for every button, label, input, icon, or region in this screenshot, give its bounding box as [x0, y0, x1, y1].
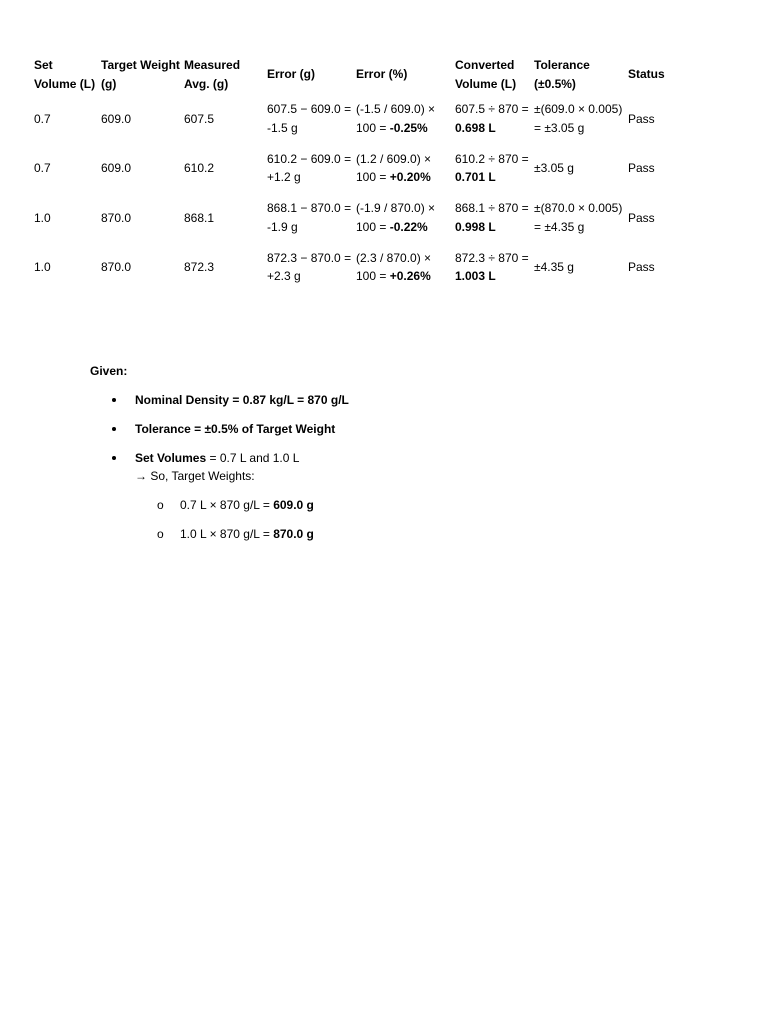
converted-value: 0.701 L	[455, 170, 496, 185]
cell-target-weight: 609.0	[101, 161, 132, 175]
cell-tolerance: ±(609.0 × 0.005) = ±3.05 g	[534, 102, 623, 135]
cell-set-volume: 1.0	[34, 260, 51, 274]
cell-target-weight: 870.0	[101, 210, 132, 225]
cell-measured-avg: 872.3	[184, 260, 215, 274]
converted-value: 1.003 L	[455, 269, 496, 284]
error-pct-value: +0.20%	[389, 170, 431, 185]
cell-measured-avg: 868.1	[184, 210, 215, 225]
cell-target-weight: 870.0	[101, 260, 132, 274]
cell-target-weight: 609.0	[101, 111, 132, 126]
cell-status: Pass	[628, 161, 655, 175]
error-pct-formula: (2.3 / 870.0) × 100 =	[356, 250, 432, 284]
cell-set-volume: 0.7	[34, 111, 51, 126]
cell-error-pct	[354, 243, 453, 293]
cell-error-g: 872.3 − 870.0 = +2.3 g	[267, 250, 352, 284]
set-volumes-label: Set Volumes	[135, 451, 207, 465]
tolerance-label: Tolerance = ±0.5% of Target Weight	[135, 422, 336, 436]
converted-formula: 607.5 ÷ 870 =	[455, 102, 529, 117]
header-error-pct: Error (%)	[356, 67, 408, 82]
header-measured-avg: Measured Avg. (g)	[184, 58, 241, 91]
list-item	[135, 525, 590, 543]
error-pct-formula: (-1.9 / 870.0) × 100 =	[356, 201, 436, 234]
target-weight-expr: 1.0 L × 870 g/L =	[180, 527, 274, 541]
header-converted-volume: Converted Volume (L)	[455, 58, 517, 91]
header-error-g: Error (g)	[267, 67, 315, 82]
converted-value: 0.998 L	[455, 219, 496, 234]
table-row	[32, 243, 686, 293]
table-row	[32, 144, 686, 194]
converted-formula: 872.3 ÷ 870 =	[455, 250, 529, 265]
error-pct-value: +0.26%	[389, 269, 431, 284]
cell-converted-volume	[453, 144, 532, 194]
table-row	[32, 193, 686, 243]
cell-tolerance: ±4.35 g	[534, 260, 574, 274]
error-pct-formula: (1.2 / 609.0) × 100 =	[356, 151, 432, 185]
cell-status: Pass	[628, 111, 655, 126]
sub-bullet-icon: o	[157, 527, 164, 541]
list-item	[135, 496, 590, 514]
list-item	[90, 449, 590, 543]
cell-error-pct	[354, 193, 453, 243]
table-row	[32, 94, 686, 144]
target-weight-result: 870.0 g	[273, 527, 314, 541]
converted-formula: 868.1 ÷ 870 =	[455, 201, 529, 216]
error-pct-value: -0.25%	[389, 120, 428, 135]
converted-value: 0.698 L	[455, 120, 496, 135]
bullet-icon	[112, 398, 116, 402]
cell-status: Pass	[628, 260, 655, 274]
sub-bullet-icon: o	[157, 498, 164, 512]
given-list	[90, 391, 590, 543]
converted-formula: 610.2 ÷ 870 =	[455, 151, 529, 166]
cell-measured-avg: 610.2	[184, 161, 215, 175]
cell-tolerance: ±(870.0 × 0.005) = ±4.35 g	[534, 201, 623, 234]
results-table	[32, 55, 686, 292]
given-heading: Given:	[90, 364, 128, 378]
density-label: Nominal Density = 0.87 kg/L = 870 g/L	[135, 393, 349, 407]
target-weight-result: 609.0 g	[273, 498, 314, 512]
header-status: Status	[628, 67, 665, 82]
cell-error-g: 607.5 − 609.0 = -1.5 g	[267, 102, 352, 135]
cell-error-g: 868.1 − 870.0 = -1.9 g	[267, 201, 352, 234]
header-set-volume: Set Volume (L)	[34, 58, 96, 91]
cell-set-volume: 0.7	[34, 161, 51, 175]
error-pct-value: -0.22%	[389, 219, 428, 234]
cell-tolerance: ±3.05 g	[534, 161, 574, 175]
target-weights-list	[135, 496, 590, 543]
header-tolerance: Tolerance (±0.5%)	[534, 58, 590, 91]
cell-converted-volume	[453, 243, 532, 293]
bullet-icon	[112, 456, 116, 460]
cell-error-pct	[354, 144, 453, 194]
table-header-row	[32, 55, 686, 94]
list-item	[90, 420, 590, 438]
target-weights-intro: → So, Target Weights:	[135, 469, 255, 483]
cell-error-pct	[354, 94, 453, 144]
cell-measured-avg: 607.5	[184, 111, 215, 126]
set-volumes-value: = 0.7 L and 1.0 L	[206, 451, 300, 465]
cell-converted-volume	[453, 94, 532, 144]
list-item	[90, 391, 590, 409]
cell-converted-volume	[453, 193, 532, 243]
target-weight-expr: 0.7 L × 870 g/L =	[180, 498, 274, 512]
cell-set-volume: 1.0	[34, 210, 51, 225]
cell-status: Pass	[628, 210, 655, 225]
header-target-weight: Target Weight (g)	[101, 58, 180, 91]
given-section	[90, 362, 590, 554]
error-pct-formula: (-1.5 / 609.0) × 100 =	[356, 102, 436, 135]
cell-error-g: 610.2 − 609.0 = +1.2 g	[267, 151, 352, 185]
bullet-icon	[112, 427, 116, 431]
